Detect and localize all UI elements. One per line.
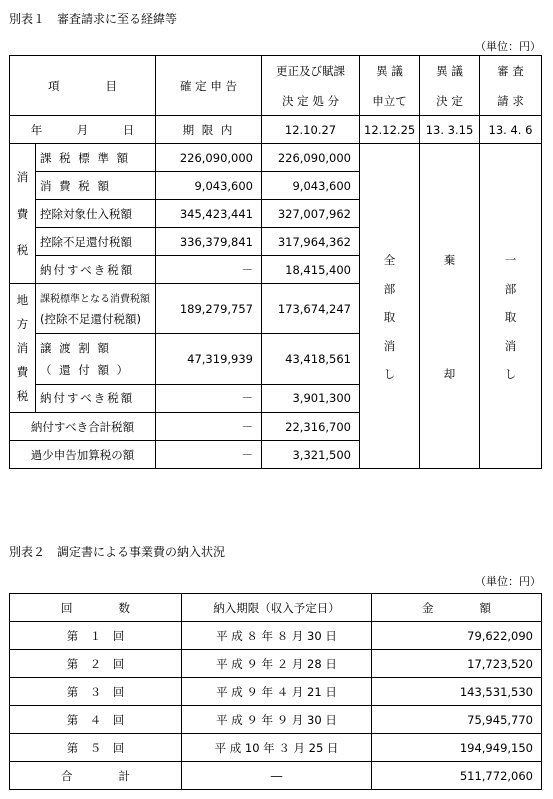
- penalty-kakutei: －: [156, 441, 262, 469]
- row-kousei: 173,674,247: [262, 284, 360, 334]
- total-kigen: ―: [182, 762, 372, 790]
- header-igi-moushitate-line1: 異 議: [376, 63, 403, 78]
- row-kakutei: －: [156, 384, 262, 412]
- row-kousei: 3,901,300: [262, 384, 360, 412]
- group-local-char: 地: [16, 293, 29, 307]
- date-shinsa: 13. 4. 6: [480, 116, 542, 144]
- row-label: 課 税 標 準 額: [36, 144, 156, 172]
- row-kigen: 平 成 10 年 ３ 月 25 日: [182, 734, 372, 762]
- row-kakutei: 189,279,757: [156, 284, 262, 334]
- header-kai: 回 数: [10, 594, 182, 622]
- row-kigen: 平 成 ９ 年 ９ 月 30 日: [182, 706, 372, 734]
- group-local-char: 費: [16, 365, 29, 379]
- row-label: 控除対象仕入税額: [36, 200, 156, 228]
- date-kousei: 12.10.27: [262, 116, 360, 144]
- table1-unit: （単位：円）: [475, 40, 541, 53]
- result-char: 一: [504, 253, 517, 267]
- header-igi-kettei-line1: 異 議: [436, 63, 463, 78]
- total-label: 合 計: [10, 762, 182, 790]
- table1-caption: 別表１ 審査請求に至る経緯等: [9, 12, 178, 26]
- row-label: 納付すべき税額: [36, 384, 156, 412]
- header-kakutei: 確 定 申 告: [156, 56, 262, 116]
- total-row-label: 納付すべき合計税額: [10, 413, 156, 441]
- result-char: し: [383, 367, 396, 381]
- group-consumption-char: 消: [16, 170, 29, 184]
- row-kingaku: 75,945,770: [372, 706, 542, 734]
- header-shinsa-line2: 請 求: [497, 93, 524, 108]
- header-kingaku: 金 額: [372, 594, 542, 622]
- group-consumption-tax: [10, 144, 36, 284]
- header-igi-moushitate-line2: 申立て: [372, 93, 407, 108]
- row-kai: 第 ５ 回: [10, 734, 182, 762]
- header-kousei: [262, 56, 360, 116]
- result-char: 消: [504, 338, 517, 353]
- header-shinsa-line1: 審 査: [497, 63, 524, 78]
- row-kousei: 9,043,600: [262, 172, 360, 200]
- result-char: 全: [383, 253, 396, 267]
- row-kingaku: 194,949,150: [372, 734, 542, 762]
- group-consumption-char: 費: [16, 206, 29, 221]
- group-local-char: 消: [16, 341, 29, 355]
- result-shinsa: [480, 144, 542, 469]
- total-kingaku: 511,772,060: [372, 762, 542, 790]
- appeal-history-table: [9, 55, 542, 469]
- header-kousei-line2: 決 定 処 分: [282, 93, 339, 108]
- row-label: 納付すべき税額: [36, 256, 156, 284]
- row-label: [36, 334, 156, 384]
- result-char: 取: [504, 310, 517, 324]
- header-kigen: 納入期限（収入予定日）: [182, 594, 372, 622]
- row-kakutei: －: [156, 256, 262, 284]
- header-igi-moushitate: [360, 56, 420, 116]
- row-kakutei: 9,043,600: [156, 172, 262, 200]
- row-label: [36, 284, 156, 334]
- header-igi-kettei: [420, 56, 480, 116]
- row-kingaku: 17,723,520: [372, 650, 542, 678]
- header-igi-kettei-line2: 決 定: [436, 93, 463, 108]
- row-kakutei: 226,090,000: [156, 144, 262, 172]
- header-item: 項 目: [10, 56, 156, 116]
- penalty-kousei: 3,321,500: [262, 441, 360, 469]
- row-label-line2: （ 還 付 額 ）: [40, 363, 131, 378]
- row-kousei: 317,964,362: [262, 228, 360, 256]
- result-char: 部: [383, 281, 396, 296]
- penalty-row-label: 過少申告加算税の額: [10, 441, 156, 469]
- row-kai: 第 ３ 回: [10, 678, 182, 706]
- row-kingaku: 143,531,530: [372, 678, 542, 706]
- group-consumption-char: 税: [16, 243, 29, 257]
- row-kai: 第 ４ 回: [10, 706, 182, 734]
- result-igi-moushitate: [360, 144, 420, 469]
- result-char: 却: [443, 367, 456, 381]
- group-local-char: 税: [16, 389, 29, 403]
- header-shinsa: [480, 56, 542, 116]
- group-local-char: 方: [16, 317, 29, 331]
- row-label: 消 費 税 額: [36, 172, 156, 200]
- row-kakutei: 47,319,939: [156, 334, 262, 384]
- row-kai: 第 １ 回: [10, 622, 182, 650]
- row-label-line1: 譲 渡 割 額: [40, 341, 111, 356]
- row-label-line1: 課税標準となる消費税額: [40, 294, 150, 306]
- group-local-consumption-tax: [10, 284, 36, 413]
- total-kousei: 22,316,700: [262, 413, 360, 441]
- result-char: 消: [383, 338, 396, 353]
- total-kakutei: －: [156, 413, 262, 441]
- row-kakutei: 345,423,441: [156, 200, 262, 228]
- table2-unit: （単位：円）: [475, 575, 541, 588]
- row-kousei: 18,415,400: [262, 256, 360, 284]
- table2-caption: 別表２ 調定書による事業費の納入状況: [9, 545, 226, 559]
- header-kousei-line1: 更正及び賦課: [276, 63, 345, 78]
- date-igi-moushitate: 12.12.25: [360, 116, 420, 144]
- result-char: 棄: [443, 253, 456, 267]
- row-label: 控除不足還付税額: [36, 228, 156, 256]
- result-char: し: [504, 367, 517, 381]
- project-payment-table: [9, 593, 542, 790]
- row-kigen: 平 成 ９ 年 ４ 月 21 日: [182, 678, 372, 706]
- result-igi-kettei: [420, 144, 480, 469]
- row-kousei: 327,007,962: [262, 200, 360, 228]
- row-label-line2: (控除不足還付税額): [40, 312, 141, 327]
- row-kousei: 226,090,000: [262, 144, 360, 172]
- result-char: 取: [383, 310, 396, 324]
- row-kigen: 平 成 ９ 年 ２ 月 28 日: [182, 650, 372, 678]
- result-char: 部: [504, 281, 517, 296]
- row-kigen: 平 成 ８ 年 ８ 月 30 日: [182, 622, 372, 650]
- row-kousei: 43,418,561: [262, 334, 360, 384]
- row-kai: 第 ２ 回: [10, 650, 182, 678]
- date-igi-kettei: 13. 3.15: [420, 116, 480, 144]
- row-kingaku: 79,622,090: [372, 622, 542, 650]
- date-kakutei: 期 限 内: [156, 116, 262, 144]
- date-row-label: 年 月 日: [10, 116, 156, 144]
- row-kakutei: 336,379,841: [156, 228, 262, 256]
